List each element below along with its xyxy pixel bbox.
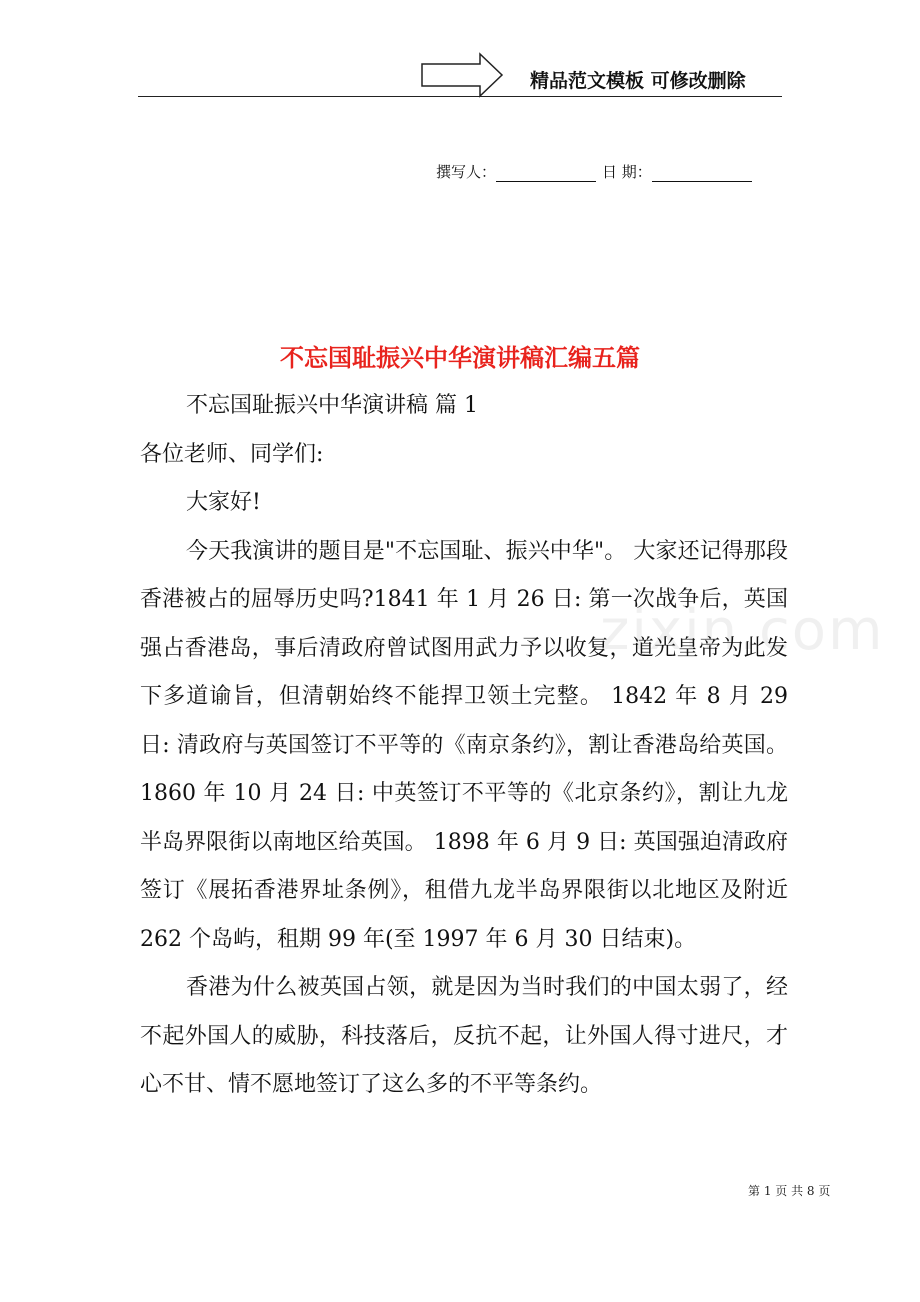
watermark: zixin.com — [600, 598, 885, 663]
header-divider — [138, 96, 782, 97]
right-arrow-outline-icon — [420, 52, 504, 98]
body-paragraph: 今天我演讲的题目是"不忘国耻、振兴中华"。 大家还记得那段香港被占的屈辱历史吗?1841 年 1 月 26 日: 第一次战争后，英国强占香港岛，事后清政府曾试图用武力予以收复，道光皇帝为此发下多道谕旨，但清朝始终不能捍卫领土完整。 1842 年 8 月 29 日: 清政府与英国签订不平等的《南京条约》，割让香港岛给英国。 1860 年 10 月 24 日: 中英签订不平等的《北京条约》，割让九龙半岛界限街以南地区给英国。 1898 年 6 月 9 日: 英国强迫清政府签订《展拓香港界址条例》，租借九龙半岛界限街以北地区及附近 262 个岛屿，租期 99 年(至 1997 年 6 月 30 日结束)。 — [140, 538, 788, 952]
author-date-line — [436, 161, 756, 182]
section-heading: 不忘国耻振兴中华演讲稿 篇 1 — [186, 393, 478, 418]
document-title: 不忘国耻振兴中华演讲稿汇编五篇 — [280, 343, 640, 372]
header-tagline: 精品范文模板 可修改删除 — [530, 70, 746, 92]
date-label: 日 期： — [602, 163, 652, 181]
document-body — [140, 382, 788, 1110]
page-indicator: 第 1 页 共 8 页 — [748, 1184, 831, 1198]
greeting: 大家好! — [186, 490, 261, 515]
date-blank — [652, 163, 752, 182]
author-blank — [496, 163, 596, 182]
author-label: 撰写人： — [436, 163, 497, 181]
salutation: 各位老师、同学们: — [140, 441, 324, 467]
body-paragraph: 香港为什么被英国占领，就是因为当时我们的中国太弱了，经不起外国人的威胁，科技落后，反抗不起，让外国人得寸进尺，才心不甘、情不愿地签订了这么多的不平等条约。 — [140, 975, 788, 1097]
